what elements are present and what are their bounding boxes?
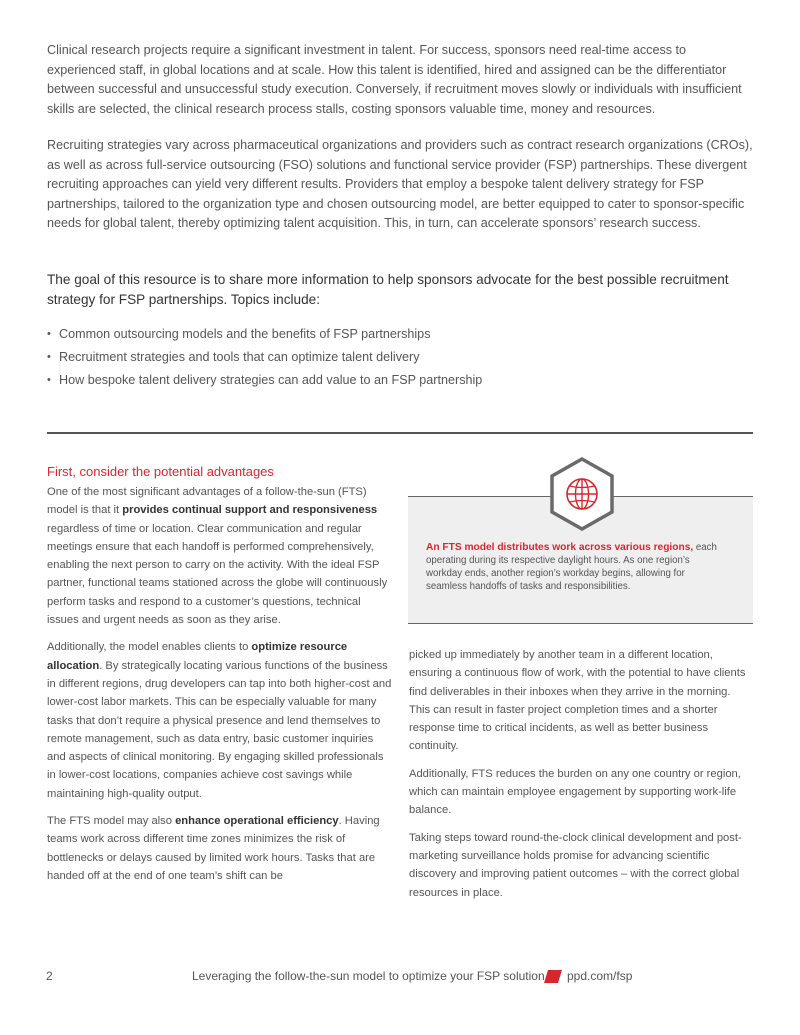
left-paragraph-3: The FTS model may also enhance operational efficiency. Having teams work across different time zones minimizes the risk of bottlenecks or delays caused by limited work hours. Tasks that are handed off at the end of one team’s shift can be xyxy=(47,815,380,882)
footer-url[interactable]: ppd.com/fsp xyxy=(567,969,633,983)
section-heading: First, consider the potential advantages xyxy=(47,464,274,479)
list-item: • Recruitment strategies and tools that can optimize talent delivery xyxy=(47,346,482,369)
intro-lead: The goal of this resource is to share more information to help sponsors advocate for the best possible recruitment strategy for FSP partnerships. Topics include: xyxy=(47,272,729,307)
brand-mark-icon xyxy=(544,970,562,983)
left-paragraph-1: One of the most significant advantages of a follow-the-sun (FTS) model is that it provides continual support and responsiveness regardless of time or location. Clear communication and regular meetings ensure that each handoff is performed comprehensively, enabling the next person to carry on the activity. With the ideal FSP partner, functional teams stationed across the globe will continuously perform tasks and respond to a customer’s questions, technical issues and urgent needs as soon as they arise. xyxy=(47,486,388,627)
callout-text: An FTS model distributes work across various regions, each operating during its respective daylight hours. As one region’s workday ends, another region’s workday begins, allowing for seamless handoffs of tasks and responsibilities. xyxy=(426,542,717,592)
topics-list xyxy=(47,323,482,392)
section-divider xyxy=(47,432,753,434)
intro-paragraph-2: Recruiting strategies vary across pharmaceutical organizations and providers such as contract research organizations (CROs), as well as across full-service outsourcing (FSO) solutions and functional service provider (FSP) partnerships. These divergent recruiting approaches can yield very different results. Providers that employ a bespoke talent delivery strategy for FSP partnerships, tailored to the organization type and chosen outsourcing model, are better equipped to cater to sponsor-specific needs for global talent, thereby optimizing talent acquisition. This, in turn, can accelerate sponsors’ research success. xyxy=(47,138,753,231)
page-number: 2 xyxy=(46,969,53,983)
right-paragraph-2: Additionally, FTS reduces the burden on any one country or region, which can maintain employee engagement by supporting work-life balance. xyxy=(409,767,741,817)
footer-title: Leveraging the follow-the-sun model to optimize your FSP solution xyxy=(192,969,545,983)
bullet: • xyxy=(47,351,51,363)
left-paragraph-2: Additionally, the model enables clients to optimize resource allocation. By strategically locating various functions of the business in different regions, drug developers can tap into both higher-cost and lower-cost labor markets. This can be especially valuable for many tasks that don’t require a physical presence and lend themselves to remote management, such as data entry, basic customer inquiries and aspects of clinical monitoring. By engaging skilled professionals in lower-cost locations, companies achieve cost savings while maintaining high-quality output. xyxy=(47,641,392,800)
right-paragraph-3: Taking steps toward round-the-clock clinical development and post-marketing surveillance holds promise for advancing scientific discovery and improving patient outcomes – with the correct global resources in place. xyxy=(409,831,742,899)
list-item: • How bespoke talent delivery strategies can add value to an FSP partnership xyxy=(47,369,482,392)
globe-icon xyxy=(549,457,615,531)
left-column xyxy=(47,483,392,885)
right-column xyxy=(409,646,754,902)
bullet: • xyxy=(47,328,51,340)
intro-paragraph-1: Clinical research projects require a significant investment in talent. For success, sponsors need real-time access to experienced staff, in global locations and at scale. How this talent is identified, hired and assigned can be the differentiator between successful and unsuccessful study execution. Conversely, if recruitment moves slowly or individuals with insufficient skills are selected, the clinical research process stalls, costing sponsors valuable time, money and resources. xyxy=(47,43,742,116)
list-item: • Common outsourcing models and the benefits of FSP partnerships xyxy=(47,323,482,346)
bullet: • xyxy=(47,374,51,386)
right-paragraph-1: picked up immediately by another team in a different location, ensuring a continuous flow of work, with the potential to have clients find deliverables in their inboxes when they arrive in the morning. This can result in faster project completion times and a shorter response time to critical incidents, as well as better business continuity. xyxy=(409,649,746,753)
